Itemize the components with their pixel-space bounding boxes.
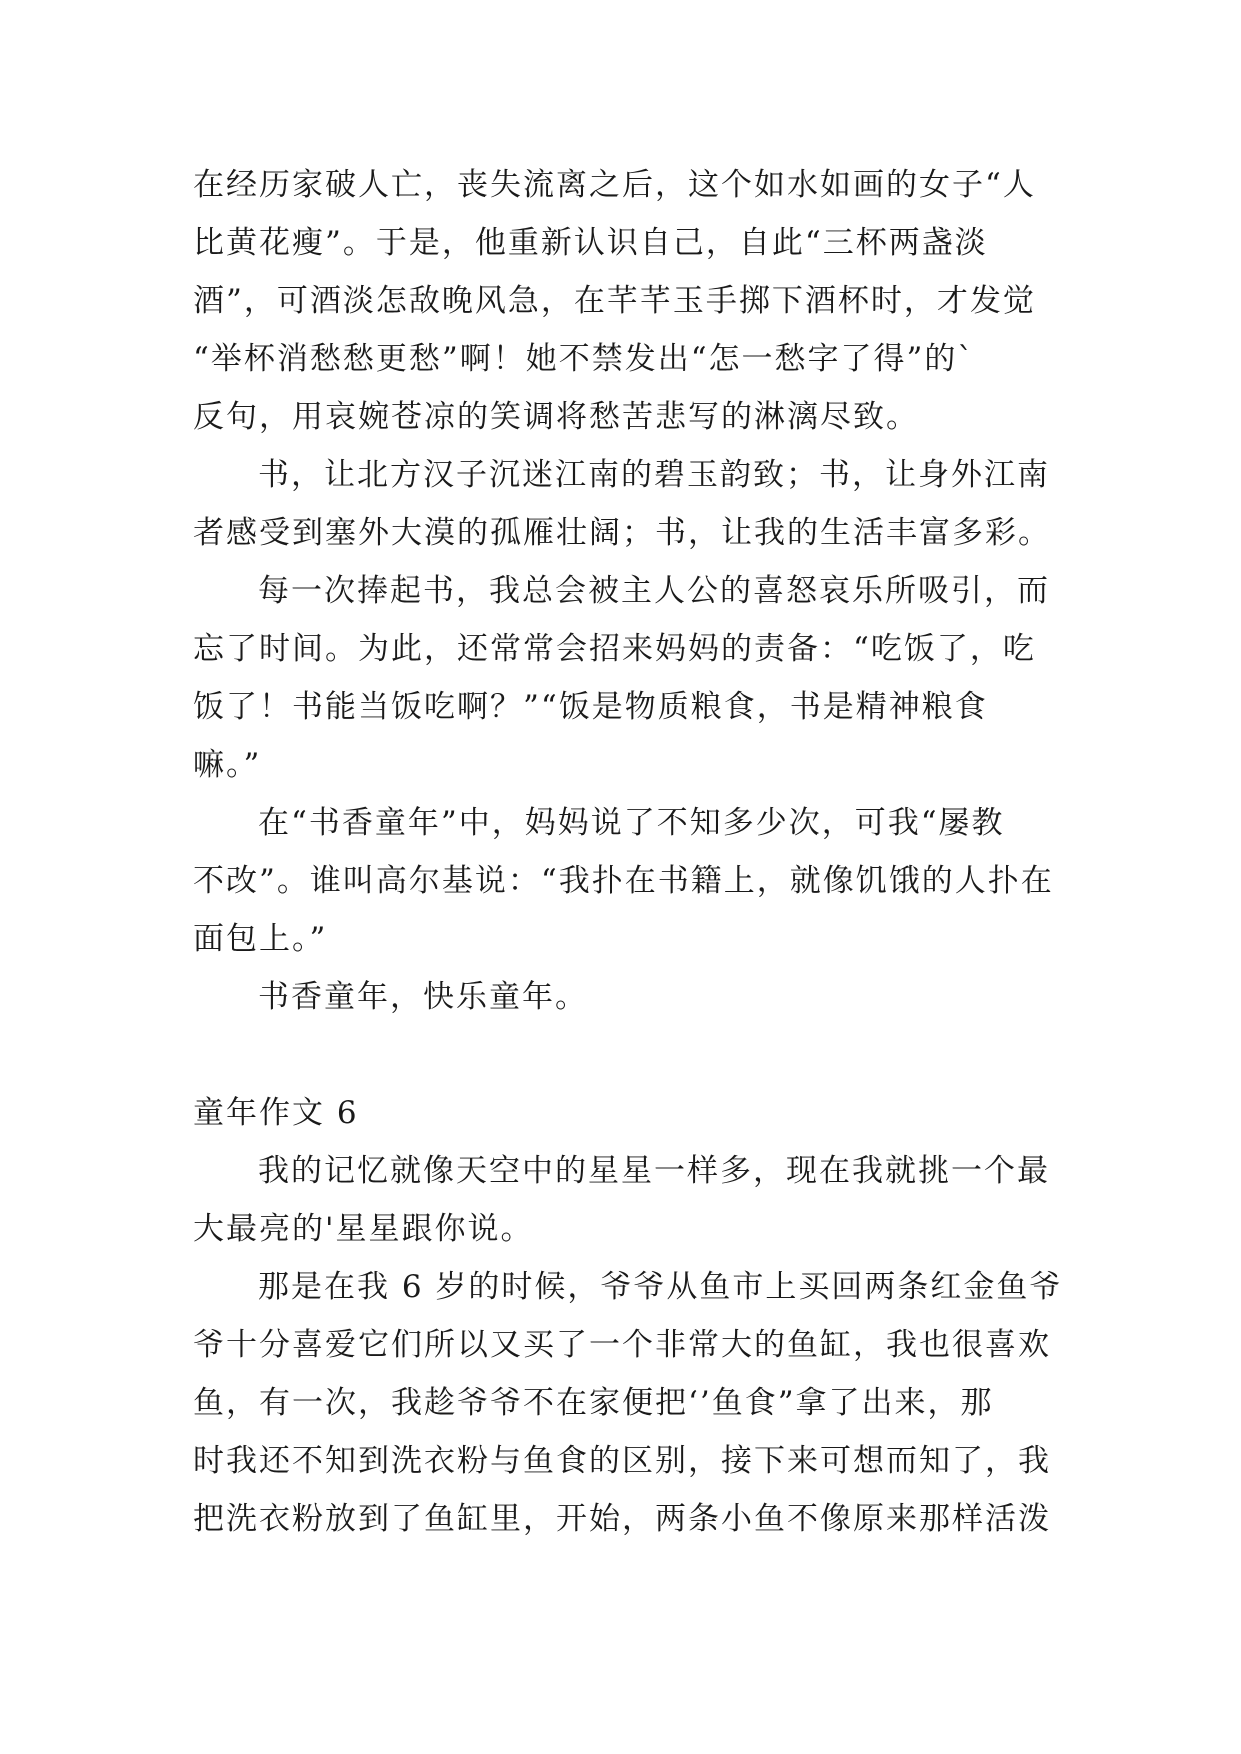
text-line: 嘛。” (193, 747, 262, 783)
text-line: 爷十分喜爱它们所以又买了一个非常大的鱼缸，我也很喜欢 (193, 1327, 1051, 1363)
text-line: 时我还不知到洗衣粉与鱼食的区别，接下来可想而知了，我 (193, 1443, 1051, 1479)
text-line: 者感受到塞外大漠的孤雁壮阔；书，让我的生活丰富多彩。 (193, 515, 1051, 551)
text-line: 我的记忆就像天空中的星星一样多，现在我就挑一个最 (258, 1153, 1050, 1189)
text-line: 把洗衣粉放到了鱼缸里，开始，两条小鱼不像原来那样活泼 (193, 1501, 1051, 1537)
text-line: 在“书香童年”中，妈妈说了不知多少次，可我“屡教 (258, 805, 1005, 841)
text-line: 鱼，有一次，我趁爷爷不在家便把‘’鱼食”拿了出来，那 (193, 1385, 994, 1421)
text-line: 书，让北方汉子沉迷江南的碧玉韵致；书，让身外江南 (258, 457, 1050, 493)
section-heading: 童年作文 6 (193, 1095, 359, 1131)
text-line: 大最亮的'星星跟你说。 (193, 1211, 534, 1247)
text-line: “举杯消愁愁更愁”啊！她不禁发出“怎一愁字了得”的` (193, 341, 975, 377)
text-line: 比黄花瘦”。于是，他重新认识自己，自此“三杯两盏淡 (193, 225, 988, 261)
text-line: 那是在我 6 岁的时候，爷爷从鱼市上买回两条红金鱼爷 (258, 1269, 1063, 1305)
text-line: 每一次捧起书，我总会被主人公的喜怒哀乐所吸引，而 (258, 573, 1050, 609)
text-line: 面包上。” (193, 921, 328, 957)
text-line: 反句，用哀婉苍凉的笑调将愁苦悲写的淋漓尽致。 (193, 399, 919, 435)
text-line: 不改”。谁叫高尔基说：“我扑在书籍上，就像饥饿的人扑在 (193, 863, 1054, 899)
text-line: 书香童年，快乐童年。 (258, 979, 588, 1015)
text-line: 忘了时间。为此，还常常会招来妈妈的责备：“吃饭了，吃 (193, 631, 1036, 667)
text-line: 在经历家破人亡，丧失流离之后，这个如水如画的女子“人 (193, 167, 1036, 203)
text-line: 酒”，可酒淡怎敌晚风急，在芊芊玉手掷下酒杯时，才发觉 (193, 283, 1036, 319)
text-line: 饭了！书能当饭吃啊？”“饭是物质粮食，书是精神粮食 (193, 689, 988, 725)
